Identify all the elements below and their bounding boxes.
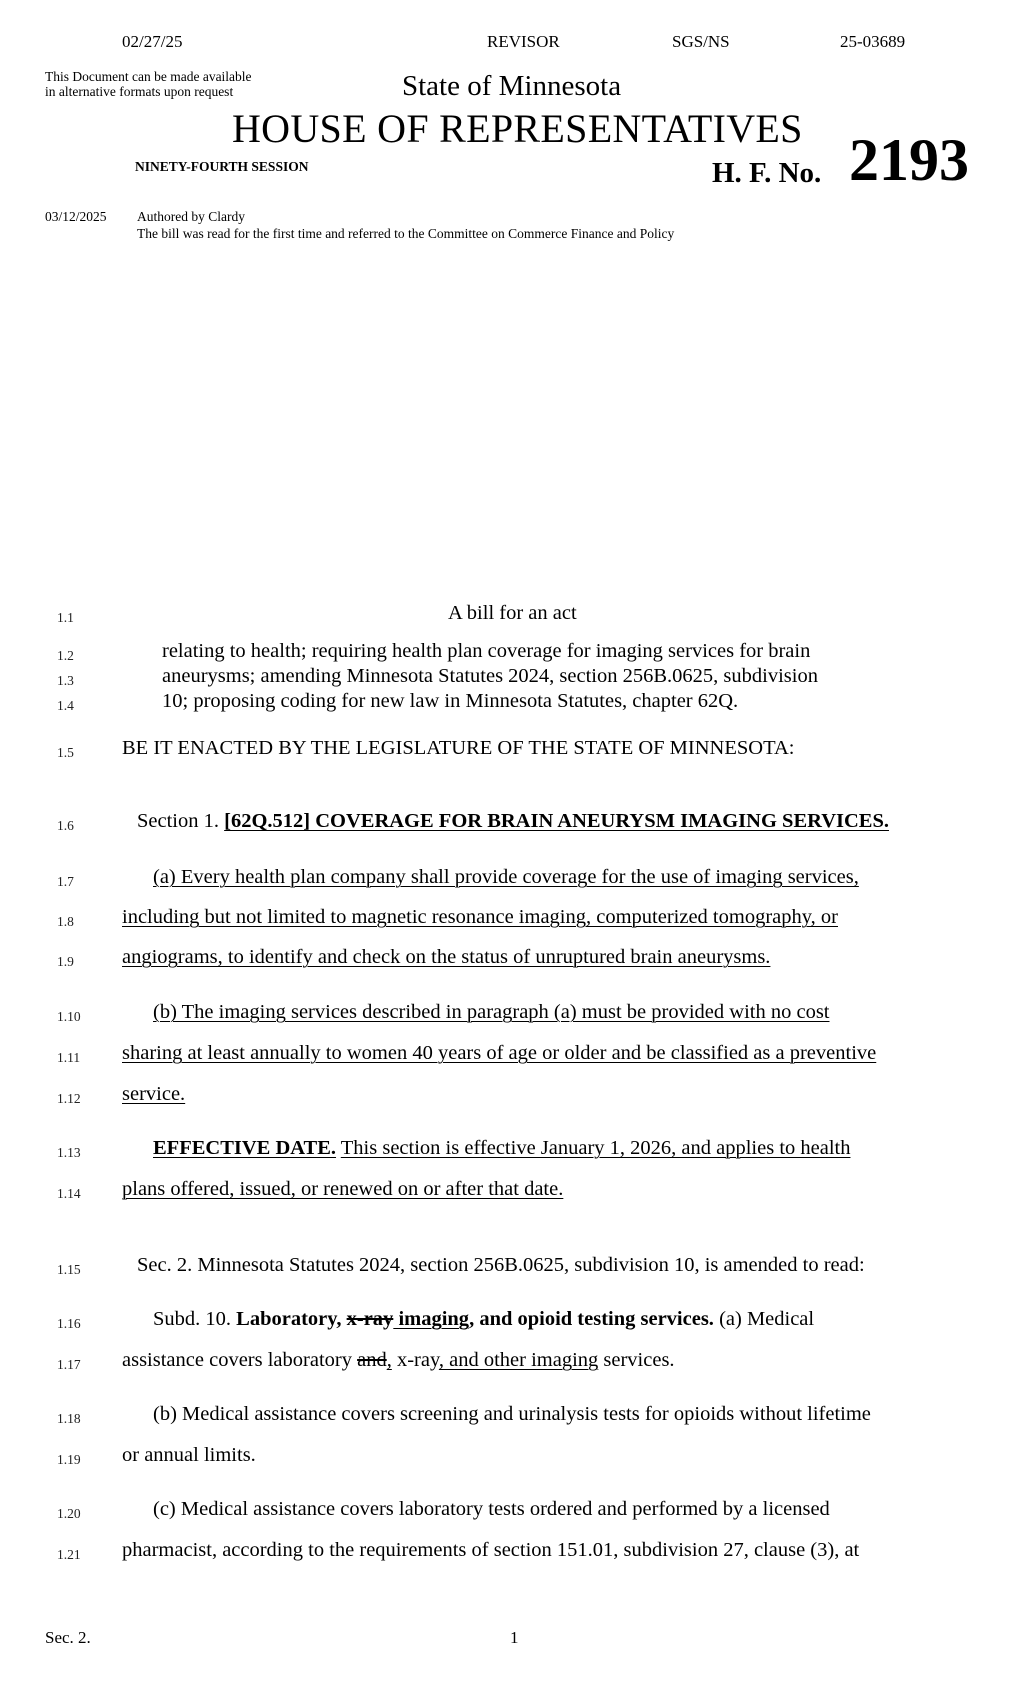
section-label: Section 1.	[137, 810, 225, 832]
availability-note-line1: This Document can be made available	[45, 69, 252, 84]
effective-date-label: EFFECTIVE DATE.	[153, 1137, 337, 1159]
title-line: 10; proposing coding for new law in Minnesota Statutes, chapter 62Q.	[162, 690, 739, 712]
inserted-text: ,	[386, 1349, 392, 1371]
line-number: 1.5	[57, 745, 74, 760]
inserted-text: , and other imaging	[438, 1349, 599, 1371]
body-line: pharmacist, according to the requirements of section 151.01, subdivision 27, clause (3), at	[122, 1539, 860, 1561]
subd-label: Subd. 10.	[153, 1308, 237, 1330]
bill-for-an-act: A bill for an act	[448, 602, 577, 624]
body-line-inserted: plans offered, issued, or renewed on or after that date.	[122, 1178, 564, 1200]
line-number: 1.13	[57, 1145, 81, 1160]
state-title: State of Minnesota	[402, 70, 622, 102]
line-number: 1.21	[57, 1547, 81, 1562]
line-number: 1.6	[57, 818, 74, 833]
amended-text: services.	[598, 1349, 675, 1371]
line-number: 1.1	[57, 610, 74, 625]
line-number: 1.18	[57, 1411, 81, 1426]
line-number: 1.19	[57, 1452, 81, 1467]
section-2-heading: Sec. 2. Minnesota Statutes 2024, section 256B.0625, subdivision 10, is amended to read:	[137, 1254, 865, 1276]
body-line-inserted: (b) The imaging services described in paragraph (a) must be provided with no cost	[153, 1001, 830, 1023]
section-1-heading	[137, 810, 889, 833]
header-date: 02/27/25	[122, 32, 183, 51]
section-heading-text: [62Q.512] COVERAGE FOR BRAIN ANEURYSM IMAGING SERVICES.	[224, 810, 889, 832]
body-line-inserted: angiograms, to identify and check on the status of unruptured brain aneurysms.	[122, 946, 771, 968]
body-line: or annual limits.	[122, 1444, 256, 1466]
line-number: 1.4	[57, 698, 74, 713]
bill-label: H. F. No.	[712, 157, 822, 189]
line-number: 1.3	[57, 673, 74, 688]
header-initials: SGS/NS	[672, 32, 730, 51]
session-label: NINETY-FOURTH SESSION	[135, 159, 309, 174]
line-number: 1.14	[57, 1186, 81, 1201]
availability-note-line2: in alternative formats upon request	[45, 84, 234, 99]
authored-by: Authored by Clardy	[137, 209, 245, 224]
line-number: 1.15	[57, 1262, 81, 1277]
line-number: 1.20	[57, 1506, 81, 1521]
subdivision-heading	[153, 1308, 814, 1331]
line-number: 1.8	[57, 914, 74, 929]
effective-date-line	[153, 1137, 851, 1160]
title-line: aneurysms; amending Minnesota Statutes 2024, section 256B.0625, subdivision	[162, 665, 818, 687]
header-revisor: REVISOR	[487, 32, 560, 51]
line-number: 1.9	[57, 954, 74, 969]
chamber-title: HOUSE OF REPRESENTATIVES	[232, 106, 803, 151]
effective-date-text: This section is effective January 1, 2026, and applies to health	[340, 1137, 851, 1159]
body-line-inserted: including but not limited to magnetic resonance imaging, computerized tomography, or	[122, 906, 838, 928]
struck-text: and	[357, 1349, 387, 1371]
line-number: 1.7	[57, 874, 74, 889]
line-number: 1.12	[57, 1091, 81, 1106]
subd-text: (a) Medical	[713, 1308, 815, 1330]
header-doc-number: 25-03689	[840, 32, 906, 51]
line-number: 1.2	[57, 648, 74, 663]
body-line-inserted: sharing at least annually to women 40 years of age or older and be classified as a preventive	[122, 1042, 877, 1064]
subd-title-part1: Laboratory,	[236, 1308, 347, 1330]
referral-text: The bill was read for the first time and referred to the Committee on Commerce Finance and Policy	[137, 226, 675, 241]
line-number: 1.17	[57, 1357, 81, 1372]
title-line: relating to health; requiring health plan coverage for imaging services for brain	[162, 640, 811, 662]
line-number: 1.10	[57, 1009, 81, 1024]
enacting-clause: BE IT ENACTED BY THE LEGISLATURE OF THE STATE OF MINNESOTA:	[122, 737, 795, 759]
bill-number: 2193	[849, 127, 969, 193]
subd-title-part2: , and opioid testing services.	[469, 1308, 714, 1330]
amended-text: x-ray	[391, 1349, 439, 1371]
body-line-inserted: (a) Every health plan company shall provide coverage for the use of imaging services,	[153, 866, 859, 888]
line-number: 1.16	[57, 1316, 81, 1331]
struck-text: x-ray	[346, 1308, 394, 1330]
body-line: (b) Medical assistance covers screening and urinalysis tests for opioids without lifetime	[153, 1403, 871, 1425]
body-line: (c) Medical assistance covers laboratory tests ordered and performed by a licensed	[153, 1498, 830, 1520]
body-line-inserted: service.	[122, 1083, 186, 1105]
line-number: 1.11	[57, 1050, 81, 1065]
amended-text: assistance covers laboratory	[122, 1349, 358, 1371]
amended-line	[122, 1349, 675, 1372]
availability-note	[45, 69, 252, 99]
footer-section: Sec. 2.	[45, 1628, 91, 1647]
inserted-text: imaging	[393, 1308, 470, 1330]
page-number: 1	[510, 1628, 519, 1647]
authorship-date: 03/12/2025	[45, 209, 107, 224]
